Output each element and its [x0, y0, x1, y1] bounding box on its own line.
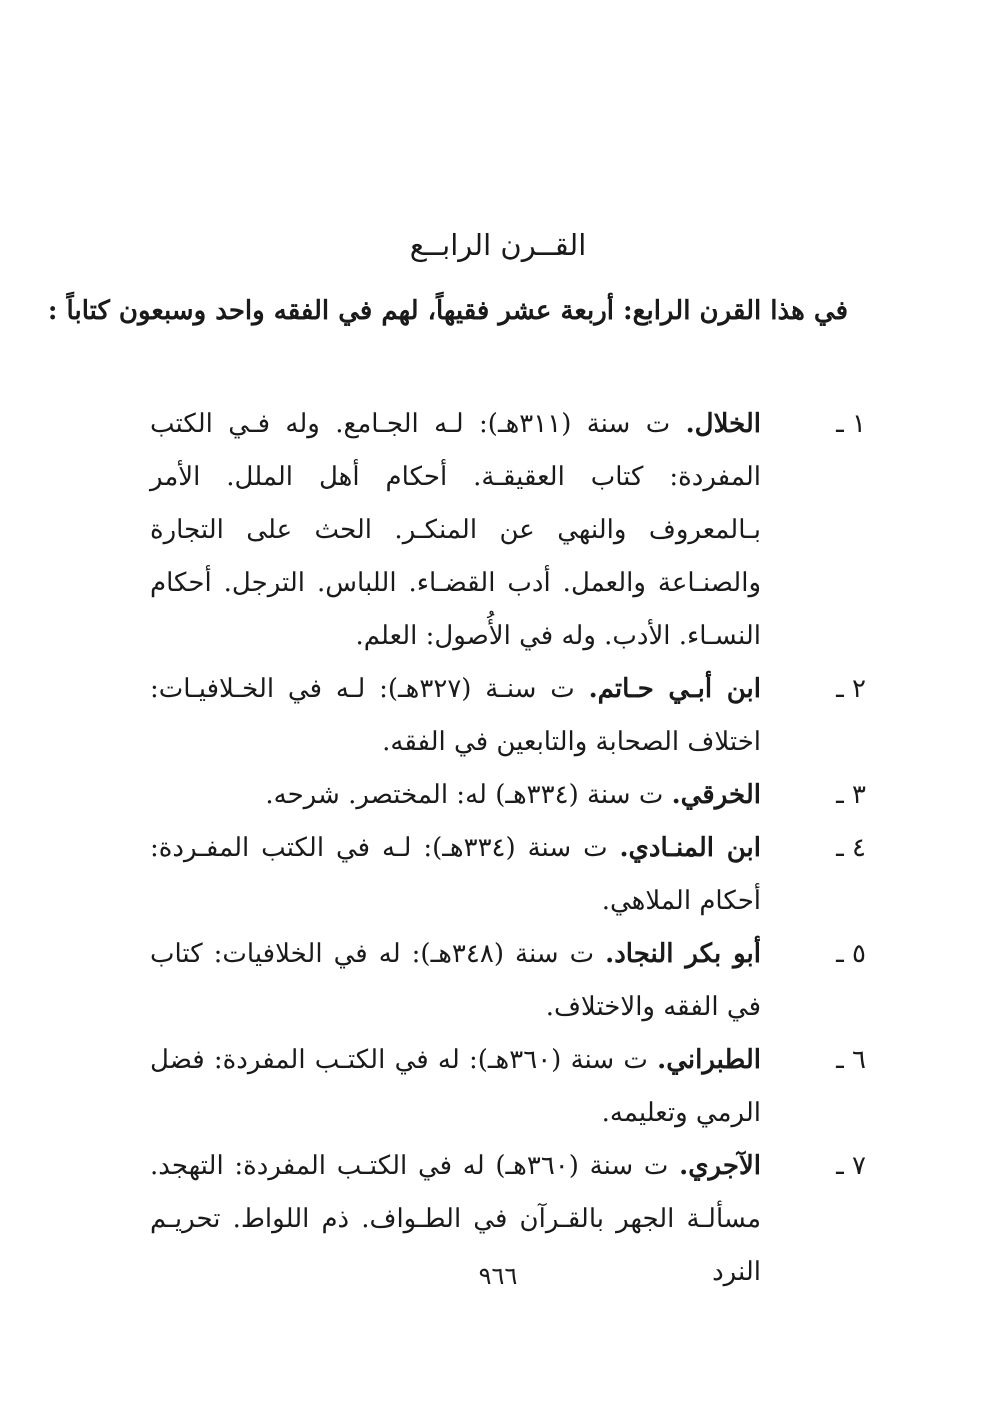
- chapter-intro: في هذا القرن الرابع: أربعة عشر فقيهاً، لهم في الفقه واحد وسبعون كتاباً :: [47, 296, 848, 326]
- entry-description: ت سنة (٣٦٠هـ): له في الكتـب المفردة: فضل الرمي وتعليمه.: [150, 1045, 761, 1128]
- entry-number: ٥ ـ: [836, 939, 866, 969]
- entry-description: ت سنة (٣١١هـ): لـه الجـامع. وله فـي الكتب المفردة: كتاب العقيقـة. أحكام أهل الملل. الأمر بـالمعروف والنهي عن المنكـر. الحث على التجارة والصنـاعة والعمل. أدب القضـاء. اللباس. الترجل. أحكام النسـاء. الأدب. وله في الأُصول: العلم.: [150, 409, 761, 651]
- page-number: ٩٦٦: [478, 1262, 518, 1290]
- entry-description: ت سنـة (٣٢٧هـ): لـه في الخـلافيـات: اختلاف الصحابة والتابعين في الفقه.: [150, 674, 761, 757]
- list-item: [150, 928, 866, 1034]
- scholar-name: أبو بكر النجاد.: [605, 939, 762, 969]
- entry-text: [150, 928, 761, 1034]
- scholar-name: ابن المنـادي.: [619, 833, 761, 863]
- entry-number: ٢ ـ: [836, 674, 866, 704]
- entry-text: [150, 769, 761, 822]
- entry-number: ٣ ـ: [836, 780, 866, 810]
- scholar-name: الآجري.: [679, 1151, 762, 1181]
- entry-description: ت سنة (٣٣٤هـ) له: المختصر. شرحه.: [265, 780, 672, 810]
- entry-text: [150, 822, 761, 928]
- chapter-title: القــرن الرابــع: [409, 228, 587, 262]
- entry-description: ت سنة (٣٤٨هـ): له في الخلافيات: كتاب في الفقه والاختلاف.: [150, 939, 761, 1022]
- scholar-name: الخلال.: [685, 409, 762, 439]
- entry-text: [150, 398, 761, 663]
- entry-description: ت سنة (٣٦٠هـ) له في الكتـب المفردة: التهجد. مسألـة الجهر بالقـرآن في الطـواف. ذم اللواط. تحريـم النرد: [150, 1151, 761, 1287]
- list-item: [150, 398, 866, 663]
- entry-number: ١ ـ: [836, 409, 866, 439]
- entry-description: ت سنة (٣٣٤هـ): لـه في الكتب المفـردة: أحكام الملاهي.: [150, 833, 761, 916]
- entry-number: ٦ ـ: [836, 1045, 866, 1075]
- entry-number: ٤ ـ: [836, 833, 866, 863]
- scholar-name: الطبراني.: [657, 1045, 761, 1075]
- entries-list: [150, 398, 866, 1299]
- scholar-name: ابن أبـي حـاتم.: [588, 674, 761, 704]
- entry-text: [150, 663, 761, 769]
- list-item: [150, 769, 866, 822]
- scholar-name: الخرقي.: [671, 780, 761, 810]
- list-item: [150, 1034, 866, 1140]
- entry-number: ٧ ـ: [836, 1151, 866, 1181]
- list-item: [150, 822, 866, 928]
- list-item: [150, 663, 866, 769]
- entry-text: [150, 1034, 761, 1140]
